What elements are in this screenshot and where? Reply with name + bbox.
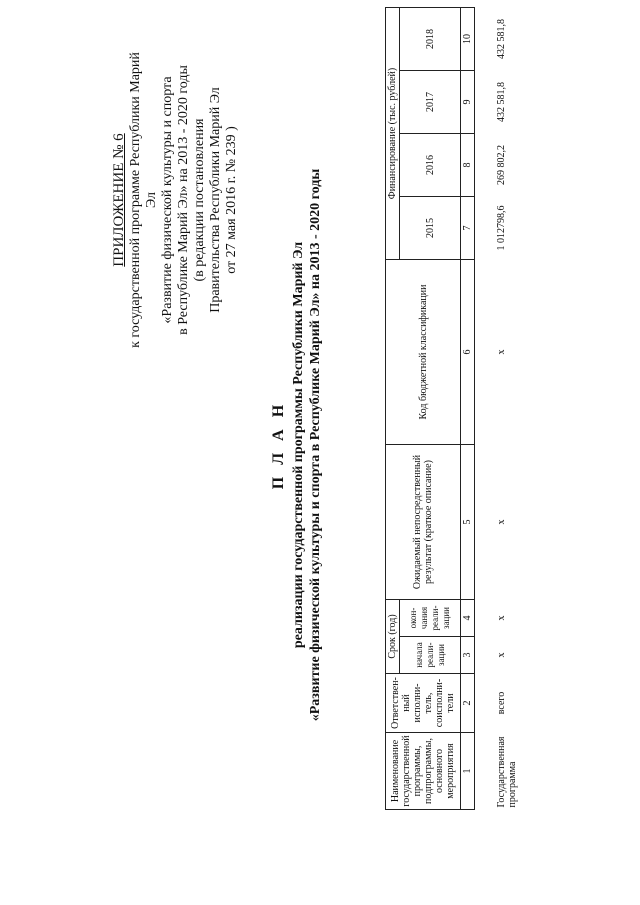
header-year: 2015 — [400, 197, 461, 260]
plan-subtitle: «Развитие физической культуры и спорта в Республике Марий Эл» на 2013 - 2020 годы — [308, 168, 323, 722]
cell-start: х — [496, 652, 507, 658]
cell-name: Государственная программа — [496, 736, 518, 808]
header-year: 2016 — [400, 134, 461, 197]
appendix-line: «Развитие физической культуры и спорта — [160, 76, 175, 324]
header-term: Срок (год) — [386, 600, 400, 674]
column-number: 6 — [461, 260, 475, 445]
table-row — [475, 8, 529, 810]
appendix-line: Правительства Республики Марий Эл — [208, 87, 223, 313]
cell-2018: 432 581,8 — [496, 19, 507, 59]
header-code: Код бюджетной классификации — [386, 260, 461, 445]
appendix-line: от 27 мая 2016 г. № 239 ) — [224, 126, 239, 274]
column-number: 7 — [461, 197, 475, 260]
appendix-line: (в редакции постановления — [192, 118, 207, 282]
cell-code: х — [496, 349, 507, 355]
header-year: 2018 — [400, 8, 461, 71]
header-year: 2017 — [400, 71, 461, 134]
cell-2016: 269 802,2 — [496, 145, 507, 185]
column-number: 4 — [461, 600, 475, 637]
column-number: 5 — [461, 445, 475, 600]
table-number-row — [461, 8, 475, 810]
plan-title: П Л А Н — [270, 400, 287, 490]
plan-heading — [268, 165, 324, 725]
cell-2015: 1 012798,6 — [496, 205, 507, 251]
cell-end: х — [496, 615, 507, 621]
appendix-line: к государственной программе Республики Марий Эл — [128, 52, 159, 348]
column-number: 2 — [461, 674, 475, 733]
plan-subtitle: реализации государственной программы Республики Марий Эл — [291, 241, 306, 649]
column-number: 1 — [461, 733, 475, 810]
appendix-title: ПРИЛОЖЕНИЕ № 6 — [111, 133, 127, 267]
column-number: 8 — [461, 134, 475, 197]
column-number: 3 — [461, 637, 475, 674]
cell-result: х — [496, 519, 507, 525]
appendix-block — [110, 50, 240, 350]
appendix-line: в Республике Марий Эл» на 2013 - 2020 годы — [176, 65, 191, 335]
table-header-row — [386, 8, 400, 810]
header-responsible: Ответствен-ный исполни-тель, соисполни-тели — [386, 674, 461, 733]
cell-responsible: всего — [496, 691, 507, 715]
header-financing: Финансирование (тыс. рублей) — [386, 8, 400, 260]
header-term-start: начала реали-зации — [400, 637, 461, 674]
header-term-end: окон-чания реали-зации — [400, 600, 461, 637]
plan-table — [385, 7, 528, 810]
cell-2017: 432 581,8 — [496, 82, 507, 122]
column-number: 10 — [461, 8, 475, 71]
header-name: Наименование государственной программы, подпрограммы, основного мероприятия — [386, 733, 461, 810]
header-result: Ожидаемый непосредственный результат (краткое описание) — [386, 445, 461, 600]
column-number: 9 — [461, 71, 475, 134]
